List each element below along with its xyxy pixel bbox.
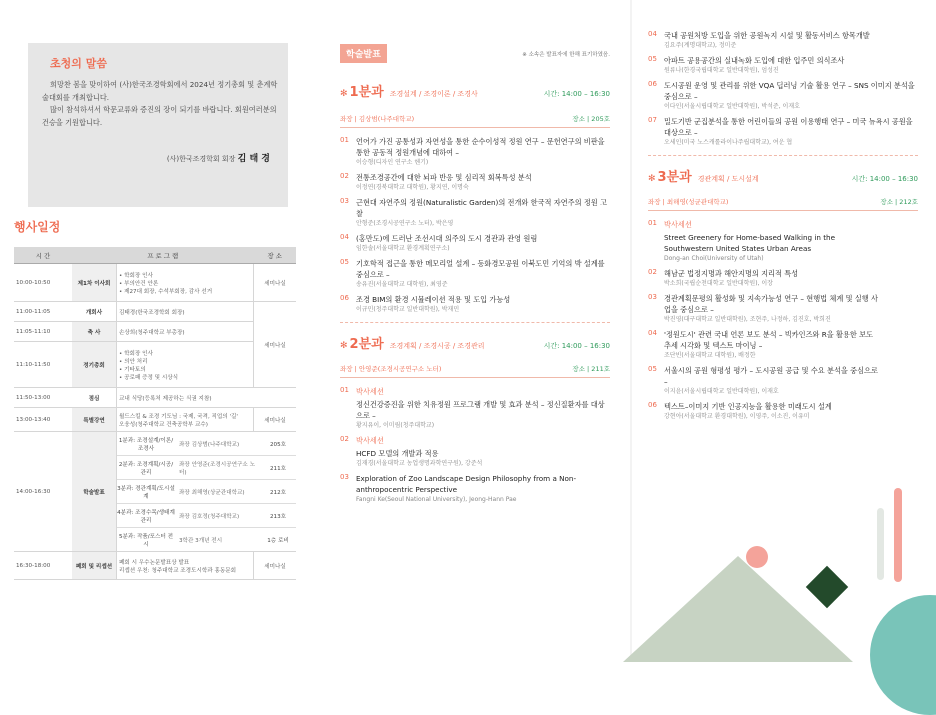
- paper-authors: 박소희(국립순천대학교 일반대학원), 이장: [664, 280, 773, 287]
- paper-authors: 안형준(조경시공연구소 노터), 박은영: [356, 220, 454, 227]
- session-chair: 좌장 최해영(상균관대학교): [179, 489, 245, 496]
- row-item: • 학회장 인사: [119, 271, 251, 279]
- session-topic: 조경설계 / 조경이론 / 조경사: [389, 90, 478, 98]
- row-time: 10:00-10:50: [14, 264, 72, 302]
- session-topic: 경관계획 / 도시설계: [697, 175, 759, 183]
- session-room: 장소 | 205호: [572, 115, 610, 123]
- row-time: 13:00-13:40: [14, 408, 72, 432]
- paper-title: 도시공원 운영 및 관리를 위한 VQA 딥러닝 기술 활용 연구 – SNS 이미지 분석을 중심으로 –: [664, 81, 915, 101]
- list-item: [340, 435, 610, 446]
- row-time: 11:10-11:50: [14, 342, 72, 388]
- session-list: [117, 432, 297, 552]
- paper-authors: 임한솔(서울대학교 환경계획연구소): [356, 245, 450, 252]
- paper-title: 경관계획문평의 활성화 및 지속가능성 연구 – 현행법 체계 및 실행 사업을 중심으로 –: [664, 294, 878, 314]
- table-row: [14, 552, 296, 580]
- paper-number: 06: [648, 401, 657, 409]
- session-header: [648, 166, 918, 185]
- paper-number: 04: [340, 233, 349, 241]
- table-row: [14, 388, 296, 408]
- paper-number: 03: [648, 293, 657, 301]
- paper-authors: Fangni Ke(Seoul National University), Jeong-Hann Pae: [356, 496, 517, 503]
- signature-prefix: (사)한국조경학회 회장: [166, 155, 236, 163]
- paper-number: 03: [340, 197, 349, 205]
- paper-title: 밀도기반 군집분석을 통한 어린이들의 공원 이용행태 연구 – 미국 뉴욕시 공원을 대상으로 –: [664, 117, 913, 137]
- session-header: [340, 333, 610, 352]
- session-number: 1분과: [349, 85, 384, 100]
- paper-number: 01: [340, 136, 349, 144]
- row-program: 특별강연: [72, 408, 117, 432]
- papers-column-right: [648, 30, 918, 426]
- row-time: 14:00-16:30: [14, 432, 72, 552]
- list-item: [648, 293, 878, 324]
- papers-label: 학술발표: [340, 44, 387, 63]
- session-chair: 좌장 김호정(청주대학교): [179, 513, 240, 520]
- row-program: 제1차 이사회: [72, 264, 117, 302]
- paper-list: [648, 219, 878, 421]
- row-item: • 제27대 회장, 수석부회장, 감사 선거: [119, 287, 251, 295]
- row-program: 학술발표: [72, 432, 117, 552]
- paper-number: 06: [648, 80, 657, 88]
- row-item: • 의안 처리: [119, 357, 251, 365]
- paper-title: 언어가 가진 공통성과 자연성을 통한 순수이성적 정원 연구 – 문헌연구의 비판을 통한 공동적 정원개념에 대하여 –: [356, 137, 605, 157]
- session-chair: 좌장 | 김상범(나주대학교): [340, 115, 415, 123]
- session-name: 2분과: 조경계획/시공/관리: [118, 461, 174, 476]
- paper-number: [340, 448, 356, 468]
- paper-title: 조경 BIM의 환경 시뮬레이션 적용 및 도입 가능성: [356, 295, 511, 304]
- paper-authors: 원류나(한경국립대학교 일반대학원), 엄성진: [664, 67, 779, 74]
- list-item: [340, 473, 610, 504]
- signature-name: 김 태 경: [237, 154, 270, 164]
- schedule-title: 행사일정: [14, 220, 61, 234]
- paper-authors: 황지유이, 이미림(청주대학교): [356, 422, 435, 429]
- row-item: 폐회 시 우수논문발표상 발표: [119, 559, 190, 566]
- table-row: [14, 264, 296, 302]
- session-number: 3분과: [657, 170, 692, 185]
- paper-authors: 강현아(서울대학교 환경대학원), 이영주, 이소진, 이유미: [664, 413, 810, 420]
- row-time: 11:00-11:05: [14, 302, 72, 322]
- list-item: [648, 329, 878, 360]
- papers-note: ※ 소속은 발표자에 한해 표기하였음.: [522, 51, 610, 58]
- header-program: 프 로 그 램: [72, 247, 254, 264]
- row-details: [117, 552, 254, 580]
- row-program: 점심: [72, 388, 117, 408]
- paper-title: 박사세션: [664, 220, 692, 229]
- pink-bar-shape: [894, 488, 902, 582]
- paper-title: 아파트 공용공간의 실내녹화 도입에 대한 입주민 의식조사: [664, 56, 845, 65]
- row-program: 개회사: [72, 302, 117, 322]
- paper-authors: 이지윤(서울시립대학교 일반대학원), 이재호: [664, 388, 779, 395]
- paper-number: [340, 399, 356, 430]
- row-place: 세미나실: [254, 408, 297, 432]
- row-place: 세미나실: [254, 302, 297, 388]
- header-time: 시 간: [14, 247, 72, 264]
- session-chair: 3학관 3개년 전시: [179, 537, 223, 544]
- row-place: 세미나실: [254, 552, 297, 580]
- list-item: [340, 386, 610, 397]
- list-item: [340, 136, 610, 167]
- paper-number: [648, 232, 664, 263]
- paper-title: 해남군 법정지명과 해안지명의 지리적 특성: [664, 269, 799, 278]
- list-item: [340, 399, 610, 430]
- session-chair-row: [340, 364, 610, 378]
- list-item: [648, 80, 918, 111]
- paper-number: 02: [340, 172, 349, 180]
- row-program: 축 사: [72, 322, 117, 342]
- list-item: [648, 365, 878, 396]
- row-time: 16:30-18:00: [14, 552, 72, 580]
- table-row: [14, 432, 296, 552]
- session-name: 1분과: 조경설계/이론/조경사: [118, 437, 174, 452]
- session-row: [117, 504, 296, 528]
- triangle-shape: [623, 556, 853, 662]
- session-place: 213호: [269, 513, 287, 520]
- row-time: 11:50-13:00: [14, 388, 72, 408]
- row-details: 손상희(청주대학교 부총장): [117, 322, 254, 342]
- list-item: [648, 232, 878, 263]
- paper-number: 05: [648, 55, 657, 63]
- schedule-table: [14, 247, 296, 580]
- list-item: [648, 30, 918, 50]
- paper-title: 박사세션: [356, 387, 384, 396]
- paper-authors: 김재경(서울대학교 농업생명과학연구원), 강준석: [356, 460, 483, 467]
- list-item: [340, 172, 610, 192]
- paper-number: 01: [648, 219, 657, 227]
- session-chair: 좌장 | 안영준(조경시공연구소 노터): [340, 365, 442, 373]
- paper-number: 06: [340, 294, 349, 302]
- paper-number: 05: [648, 365, 657, 373]
- paper-title: (홍만도)에 드러난 조선시대 의주의 도시 경관과 관영 원림: [356, 234, 538, 243]
- header-place: 장 소: [254, 247, 297, 264]
- row-details: [117, 264, 254, 302]
- list-item: [648, 268, 878, 288]
- session-row: [117, 456, 296, 480]
- row-details: [117, 408, 254, 432]
- paper-title: 정신건강증진을 위한 치유정원 프로그램 개발 및 효과 분석 – 정신질환자를 대상으로 –: [356, 400, 605, 420]
- session-chair-row: [648, 197, 918, 211]
- paper-number: 01: [340, 386, 349, 394]
- list-item: [648, 116, 918, 147]
- paper-list: [340, 386, 610, 504]
- session-chair: 좌장 | 최해영(성균관대학교): [648, 198, 729, 206]
- session-place: 1층 로비: [267, 537, 289, 544]
- session-time: 시간: 14:00 – 16:30: [543, 342, 610, 350]
- paper-list-continued: [648, 30, 918, 147]
- paper-authors: 이정연(경북대학교 대학원), 황지연, 이명숙: [356, 184, 469, 191]
- row-item: 윌드스킬 & 조경 기도님 : 국제, 국격, 직업의 '길': [119, 413, 238, 420]
- row-item: • 기타토의: [119, 365, 251, 373]
- paper-authors: 조단빈(서울대학교 대학원), 배정한: [664, 352, 756, 359]
- asterisk-icon: ✻: [340, 89, 348, 99]
- paper-authors: 이다인(서울시립대학교 일반대학원), 박석준, 이재호: [664, 103, 800, 110]
- asterisk-icon: ✻: [648, 174, 656, 184]
- session-block-3: [648, 155, 918, 421]
- table-row: [14, 302, 296, 322]
- session-row: [117, 432, 296, 456]
- paper-number: 02: [648, 268, 657, 276]
- row-item: • 부의안건 안론: [119, 279, 251, 287]
- session-place: 212호: [269, 489, 287, 496]
- paper-title: 근현대 자연주의 정원(Naturalistic Garden)의 전개와 한국적 자연주의 정원 고찰: [356, 198, 607, 218]
- session-row: [117, 528, 296, 551]
- session-room: 장소 | 212호: [880, 198, 918, 206]
- paper-title: HCFD 모델의 개발과 적용: [356, 449, 439, 458]
- session-row: [117, 480, 296, 504]
- row-time: 11:05-11:10: [14, 322, 72, 342]
- teal-circle-shape: [870, 595, 936, 715]
- list-item: [648, 219, 878, 230]
- paper-authors: 김요주(계명대학교), 정미준: [664, 42, 737, 49]
- paper-list: [340, 136, 610, 314]
- row-place: 세미나실: [254, 264, 297, 302]
- list-item: [340, 197, 610, 228]
- list-item: [340, 233, 610, 253]
- row-item: 오웅성(청주대학교 건축공학부 교수): [119, 421, 208, 428]
- session-room: 장소 | 211호: [572, 365, 610, 373]
- paper-title: 서울시의 공원 형평성 평가 – 도시공원 공급 및 수요 분석을 중심으로 –: [664, 366, 878, 386]
- schedule-header-row: [14, 247, 296, 264]
- session-name: 4분과: 조경수목/생태계관리: [117, 509, 175, 524]
- paper-title: 텍스트–이미지 기반 인공지능을 활용한 미래도시 설계: [664, 402, 832, 411]
- asterisk-icon: ✻: [340, 341, 348, 351]
- paper-title: Street Greenery for Home-based Walking in the Southwestern United States Urban Areas: [664, 233, 836, 253]
- paper-authors: 이승형(디자인 연구소 헨기): [356, 159, 429, 166]
- invitation-signature: [167, 151, 270, 164]
- paper-title: 박사세션: [356, 436, 384, 445]
- invitation-box: [28, 43, 288, 207]
- paper-title: 전통조경공간에 대한 뇌파 반응 및 심리적 회복특성 분석: [356, 173, 532, 182]
- row-item: • 학회장 인사: [119, 349, 251, 357]
- row-item: 리셉션 우천: 청주대학교 조경도시학과 홍동문회: [119, 567, 237, 574]
- paper-authors: 오세인(미국 노스캐롤라이나주립대학교), 여운 협: [664, 139, 793, 146]
- paper-authors: 송유진(서울대학교 대학원), 최영준: [356, 281, 448, 288]
- session-topic: 조경계획 / 조경시공 / 조경관리: [389, 342, 485, 350]
- papers-header: [340, 44, 610, 63]
- pink-circle-shape: [746, 546, 768, 568]
- paper-number: 05: [340, 258, 349, 266]
- session-number: 2분과: [349, 337, 384, 352]
- session-chair-row: [340, 114, 610, 128]
- paper-title: '정원도시' 관련 국내 언론 보도 분석 – 빅카인즈와 R을 활용한 보도 추세 시각화 및 텍스트 마이닝 –: [664, 330, 873, 350]
- row-item: • 공로패 증정 및 시상식: [119, 373, 251, 381]
- session-header: [340, 81, 610, 100]
- session-chair: 좌장 안영준(조경시공연구소 노터): [179, 461, 255, 476]
- paper-number: 04: [648, 30, 657, 38]
- list-item: [340, 294, 610, 314]
- paper-number: 07: [648, 116, 657, 124]
- paper-title: 국내 공원처방 도입을 위한 공원녹지 시설 및 활동서비스 항목개발: [664, 31, 870, 40]
- session-place: 211호: [269, 465, 287, 472]
- row-details: 김태경(한국조경학회 회장): [117, 302, 254, 322]
- list-item: [340, 258, 610, 289]
- session-time: 시간: 14:00 – 16:30: [851, 175, 918, 183]
- row-details: 교내 식당(등록처 제공하는 식권 지참): [117, 388, 297, 408]
- paper-authors: 박진영(대구대학교 일반대학원), 조현주, 나정하, 김진호, 박희진: [664, 316, 831, 323]
- papers-column-middle: [340, 44, 610, 509]
- session-name: 5분과: 작품/포스터 전시: [118, 533, 174, 548]
- list-item: [648, 401, 878, 421]
- session-block-2: [340, 322, 610, 504]
- row-details: [117, 342, 254, 388]
- session-time: 시간: 14:00 – 16:30: [543, 90, 610, 98]
- invitation-title: 초청의 말씀: [50, 57, 107, 70]
- paper-title: Exploration of Zoo Landscape Design Philosophy from a Non-anthropocentric Perspective: [356, 474, 577, 494]
- paper-number: 03: [340, 473, 349, 481]
- paper-authors: Dong-an Choi(University of Utah): [664, 255, 764, 262]
- paper-title: 기호학적 접근을 통한 메모리얼 설계 – 동화경모공원 이북도민 기억의 박 설계를 중심으로 –: [356, 259, 605, 279]
- session-chair: 좌장 김상범(나주대학교): [179, 441, 240, 448]
- paper-number: 02: [340, 435, 349, 443]
- list-item: [648, 55, 918, 75]
- list-item: [340, 448, 610, 468]
- invitation-line-2: 많이 참석하셔서 학문교류와 증진의 장이 되기를 바랍니다. 회원여러분의 건승을 기원합니다.: [42, 105, 277, 127]
- grey-bar-shape: [877, 508, 884, 580]
- table-row: [14, 408, 296, 432]
- invitation-line-1: 희망찬 봄을 맞이하여 (사)한국조경학회에서 2024년 정기총회 및 춘계학술대회를 개최합니다.: [42, 80, 278, 102]
- session-block-1: [340, 81, 610, 314]
- row-program: 정기총회: [72, 342, 117, 388]
- invitation-body: [42, 79, 282, 129]
- paper-authors: 이규민(청주대학교 일반대학원), 박재민: [356, 306, 460, 313]
- session-name: 3분과: 경관계획/도시설계: [117, 485, 175, 500]
- session-place: 205호: [269, 441, 287, 448]
- paper-number: 04: [648, 329, 657, 337]
- row-program: 폐회 및 리셉션: [72, 552, 117, 580]
